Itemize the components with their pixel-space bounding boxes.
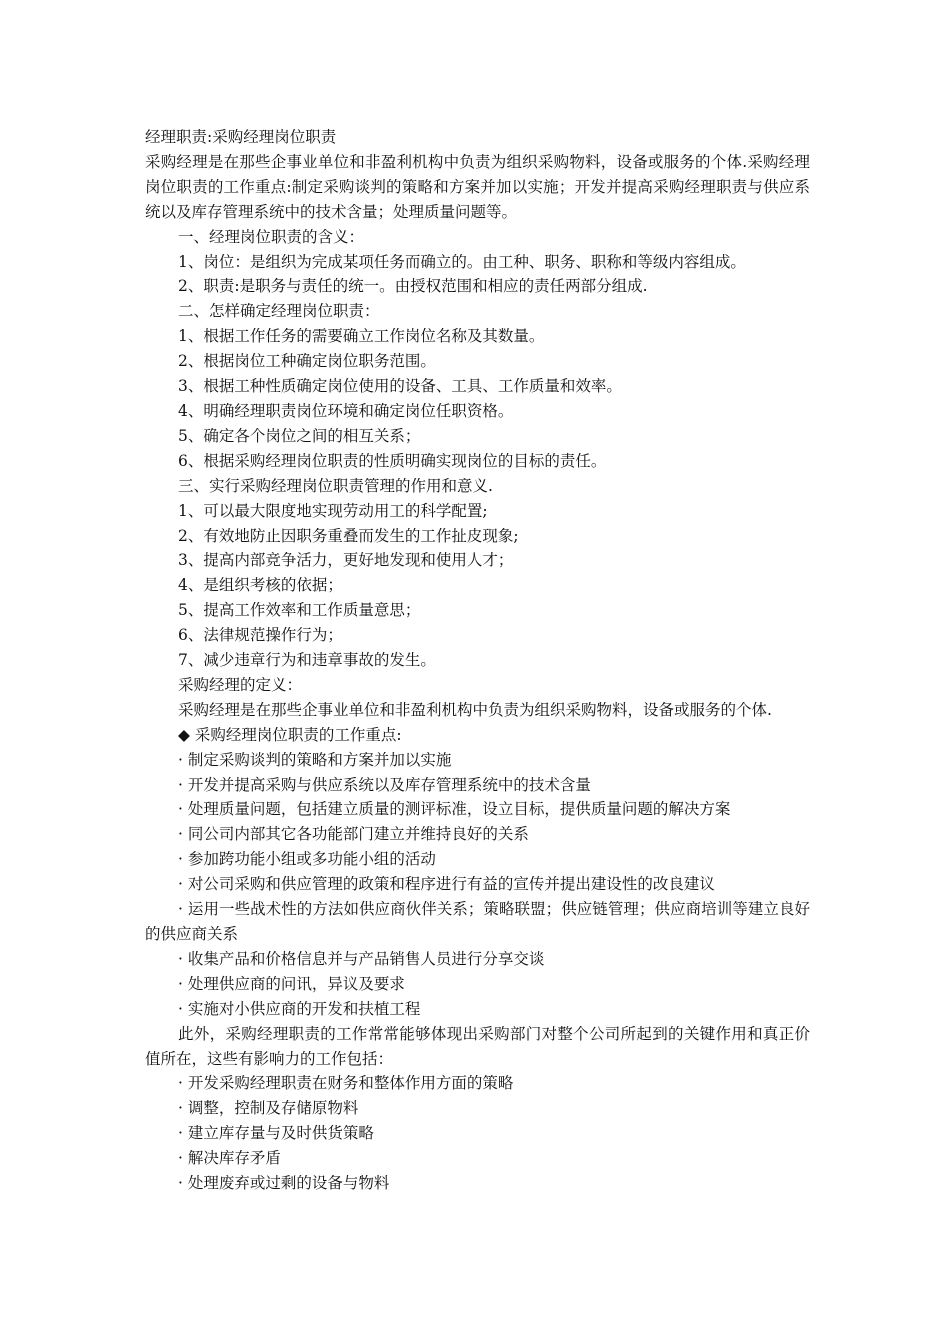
paragraph: · 对公司采购和供应管理的政策和程序进行有益的宣传并提出建设性的改良建议 (178, 875, 715, 894)
paragraph: 4、是组织考核的依据； (178, 576, 343, 595)
paragraph: 6、根据采购经理岗位职责的性质明确实现岗位的目标的责任。 (178, 451, 607, 470)
paragraph: 2、职责:是职务与责任的统一。由授权范围和相应的责任两部分组成. (178, 277, 648, 296)
document-title: 经理职责:采购经理岗位职责 (145, 128, 337, 146)
paragraph: 5、确定各个岗位之间的相互关系； (178, 426, 421, 445)
paragraph: · 调整，控制及存储原物料 (178, 1099, 359, 1118)
paragraph: 4、明确经理职责岗位环境和确定岗位任职资格。 (178, 401, 514, 420)
paragraph: 3、提高内部竞争活力，更好地发现和使用人才； (178, 551, 514, 570)
paragraph: 1、岗位：是组织为完成某项任务而确立的。由工种、职务、职称和等级内容组成。 (178, 252, 746, 271)
paragraph: · 运用一些战术性的方法如供应商伙伴关系；策略联盟；供应链管理；供应商培训等建立良好的供应商关系 (145, 900, 810, 943)
paragraph: 三、实行采购经理岗位职责管理的作用和意义. (178, 476, 493, 495)
document-page (145, 125, 810, 1196)
paragraph: 5、提高工作效率和工作质量意思； (178, 601, 421, 620)
paragraph: · 开发采购经理职责在财务和整体作用方面的策略 (178, 1074, 514, 1093)
paragraph: · 处理废弃或过剩的设备与物料 (178, 1174, 390, 1193)
paragraph: · 同公司内部其它各功能部门建立并维持良好的关系 (178, 825, 529, 844)
paragraph: 7、减少违章行为和违章事故的发生。 (178, 651, 436, 670)
paragraph: 一、经理岗位职责的含义： (178, 227, 365, 246)
paragraph: · 收集产品和价格信息并与产品销售人员进行分享交谈 (178, 949, 545, 968)
paragraph: · 处理质量问题，包括建立质量的测评标准，设立目标，提供质量问题的解决方案 (178, 800, 731, 819)
paragraph: ◆ 采购经理岗位职责的工作重点: (178, 725, 402, 744)
paragraph: · 解决库存矛盾 (178, 1149, 281, 1168)
paragraph: 2、根据岗位工种确定岗位职务范围。 (178, 352, 436, 371)
paragraph: 2、有效地防止因职务重叠而发生的工作扯皮现象; (178, 526, 519, 545)
paragraph: 1、可以最大限度地实现劳动用工的科学配置; (178, 501, 488, 520)
paragraph: · 实施对小供应商的开发和扶植工程 (178, 999, 421, 1018)
paragraph: · 制定采购谈判的策略和方案并加以实施 (178, 750, 452, 769)
paragraph: 此外，采购经理职责的工作常常能够体现出采购部门对整个公司所起到的关键作用和真正价值所在，这些有影响力的工作包括： (145, 1024, 810, 1068)
paragraph: 采购经理是在那些企事业单位和非盈利机构中负责为组织采购物料，设备或服务的个体.采购经理岗位职责的工作重点:制定采购谈判的策略和方案并加以实施；开发并提高采购经理职责与供应系统以及库存管理系统中的技术含量；处理质量问题等。 (145, 152, 810, 221)
paragraph: 采购经理的定义： (178, 675, 303, 694)
paragraph: · 开发并提高采购与供应系统以及库存管理系统中的技术含量 (178, 775, 591, 794)
paragraph: · 处理供应商的问讯，异议及要求 (178, 974, 405, 993)
paragraph: · 建立库存量与及时供货策略 (178, 1124, 374, 1143)
paragraph: · 参加跨功能小组或多功能小组的活动 (178, 850, 436, 869)
paragraph: 采购经理是在那些企事业单位和非盈利机构中负责为组织采购物料，设备或服务的个体. (178, 700, 772, 719)
paragraph: 二、怎样确定经理岗位职责： (178, 302, 380, 321)
paragraph: 6、法律规范操作行为； (178, 626, 343, 645)
document-body (145, 150, 810, 1196)
paragraph: 1、根据工作任务的需要确立工作岗位名称及其数量。 (178, 327, 545, 346)
paragraph: 3、根据工种性质确定岗位使用的设备、工具、工作质量和效率。 (178, 377, 622, 396)
